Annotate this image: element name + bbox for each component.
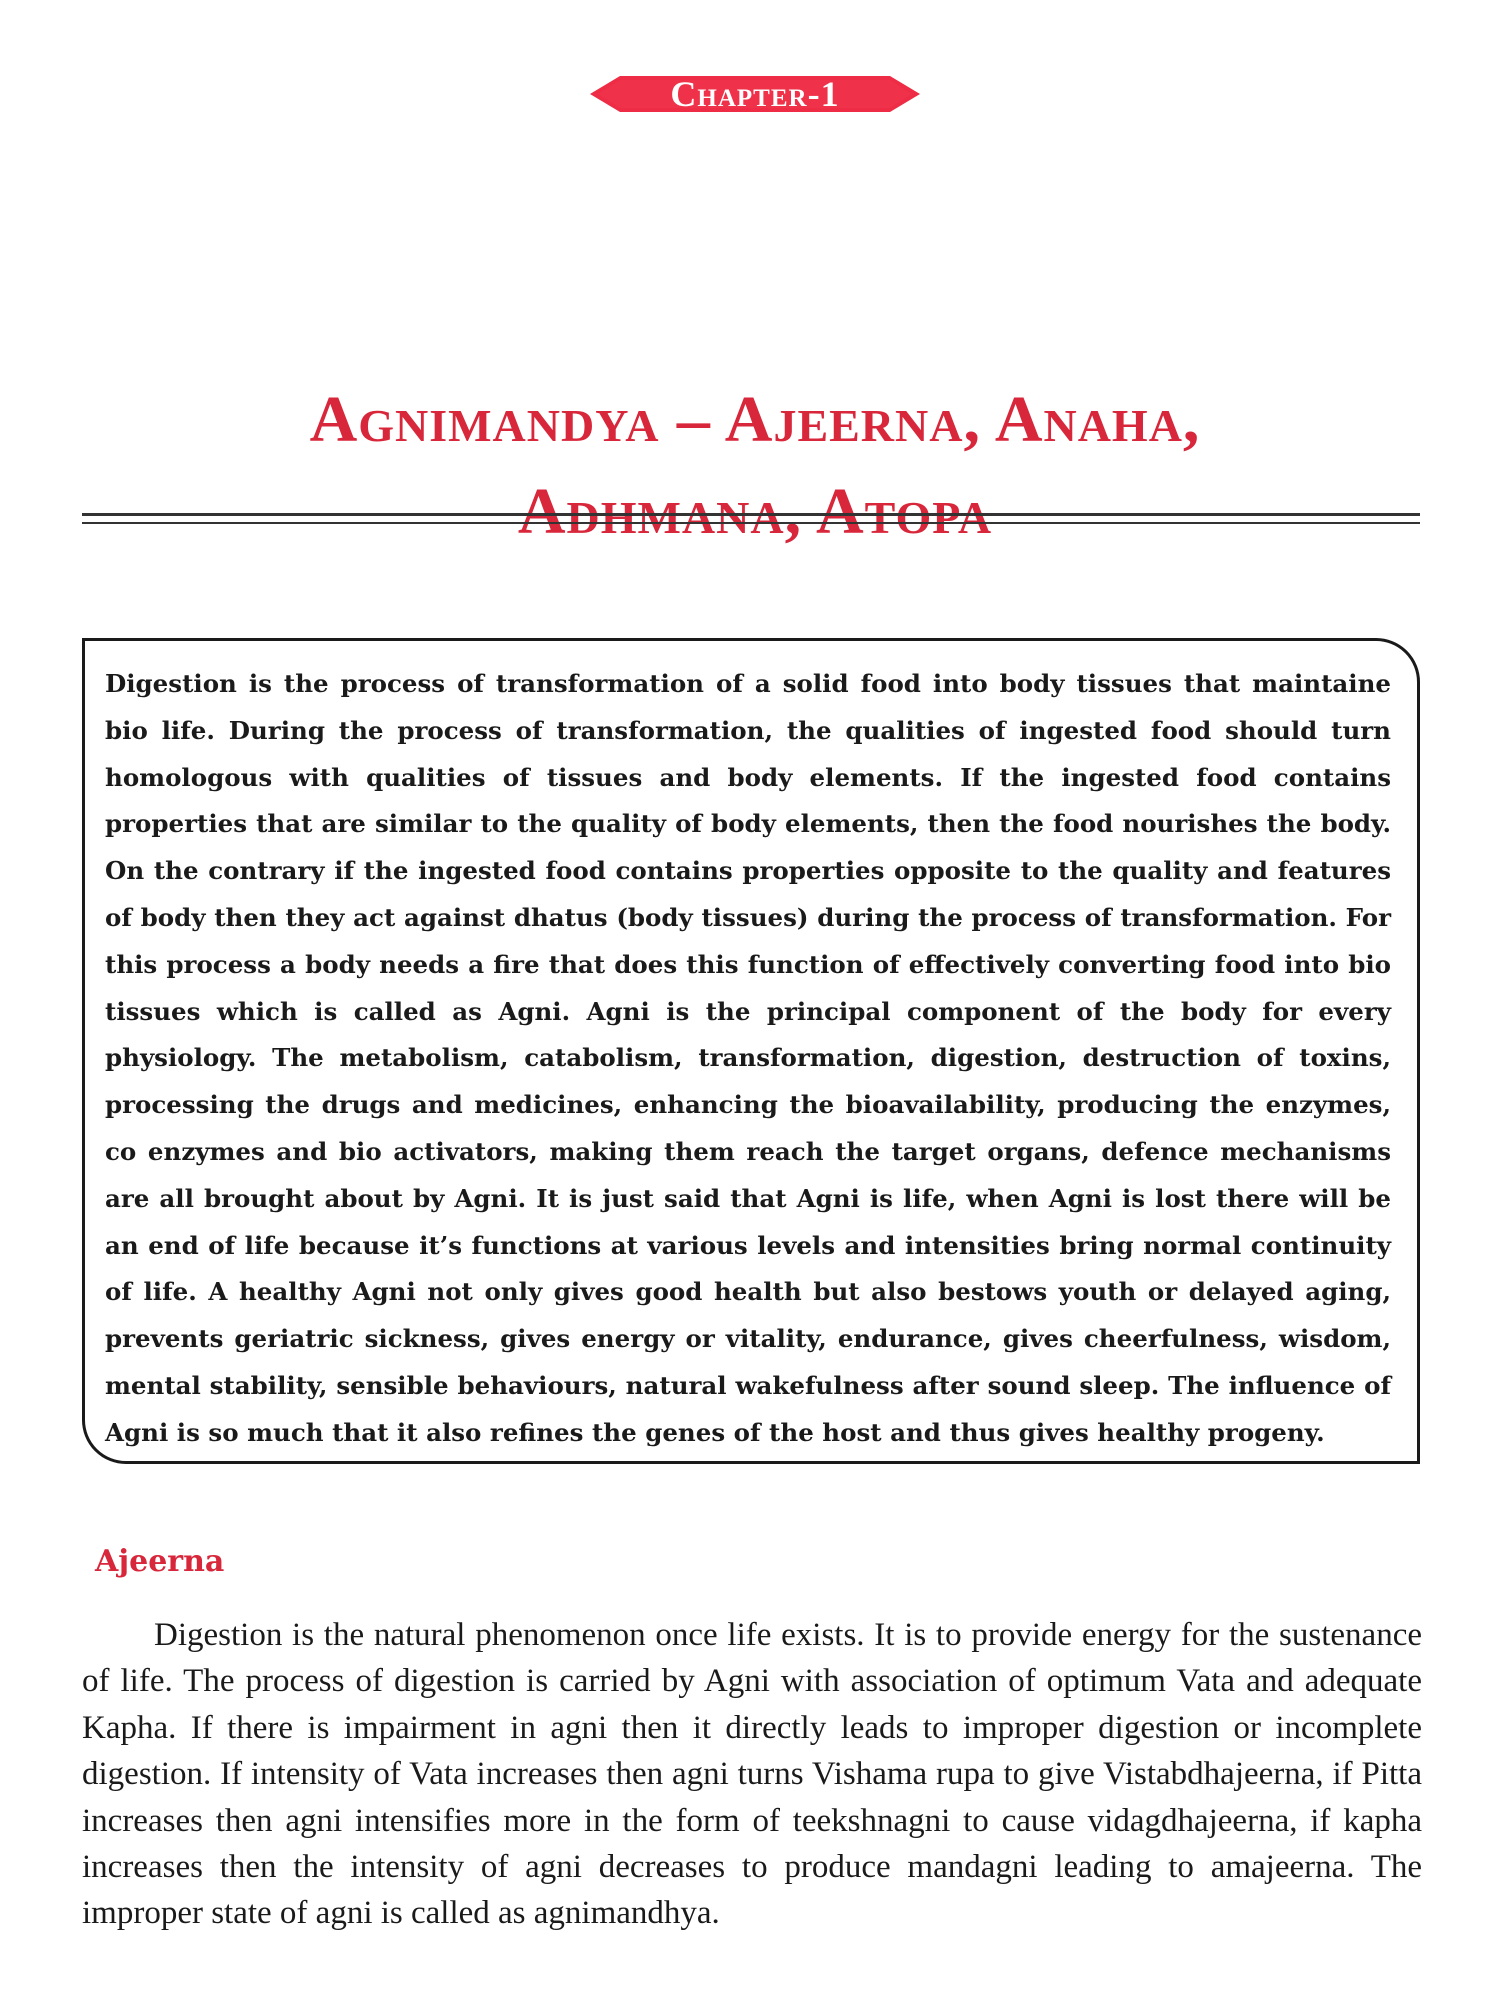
title-line-2: Adhmana, Atopa [517, 475, 993, 549]
title-line-1: Agnimandya – Ajeerna, Anaha, [309, 383, 1201, 457]
intro-box [82, 638, 1420, 1464]
intro-paragraph: Digestion is the process of transformation of a solid food into body tissues that maintaine bio life. During the process of transformation, the qualities of ingested food should turn homologous with qualities of tissues and body elements. If the ingested food contains properties that are similar to the quality of body elements, then the food nourishes the body. On the contrary if the ingested food contains properties opposite to the quality and features of body then they act against dhatus (body tissues) during the process of transformation. For this process a body needs a fire that does this function of effectively converting food into bio tissues which is called as Agni. Agni is the principal component of the body for every physiology. The metabolism, catabolism, transformation, digestion, destruction of toxins, processing the drugs and medicines, enhancing the bioavailability, producing the enzymes, co enzymes and bio activators, making them reach the target organs, defence mechanisms are all brought about by Agni. It is just said that Agni is life, when Agni is lost there will be an end of life because it’s functions at various levels and intensities bring normal continuity of life. A healthy Agni not only gives good health but also bestows youth or delayed aging, prevents geriatric sickness, gives energy or vitality, endurance, gives cheerfulness, wisdom, mental stability, sensible behaviours, natural wakefulness after sound sleep. The influence of Agni is so much that it also refines the genes of the host and thus gives healthy progeny. [105, 669, 1391, 1447]
page-title [60, 374, 1450, 558]
title-divider [82, 513, 1420, 524]
chapter-label: Chapter-1 [670, 74, 840, 114]
chapter-tag [590, 68, 920, 120]
section-paragraph: Digestion is the natural phenomenon once life exists. It is to provide energy for the sustenance of life. The process of digestion is carried by Agni with association of optimum Vata and adequate Kapha. If there is impairment in agni then it directly leads to improper digestion or incomplete digestion. If intensity of Vata increases then agni turns Vishama rupa to give Vistabdhajeerna, if Pitta increases then agni intensifies more in the form of teekshnagni to cause vidagdhajeerna, if kapha increases then the intensity of agni decreases to produce mandagni leading to amajeerna. The improper state of agni is called as agnimandhya. [82, 1617, 1422, 1932]
section-heading: Ajeerna [95, 1544, 225, 1579]
